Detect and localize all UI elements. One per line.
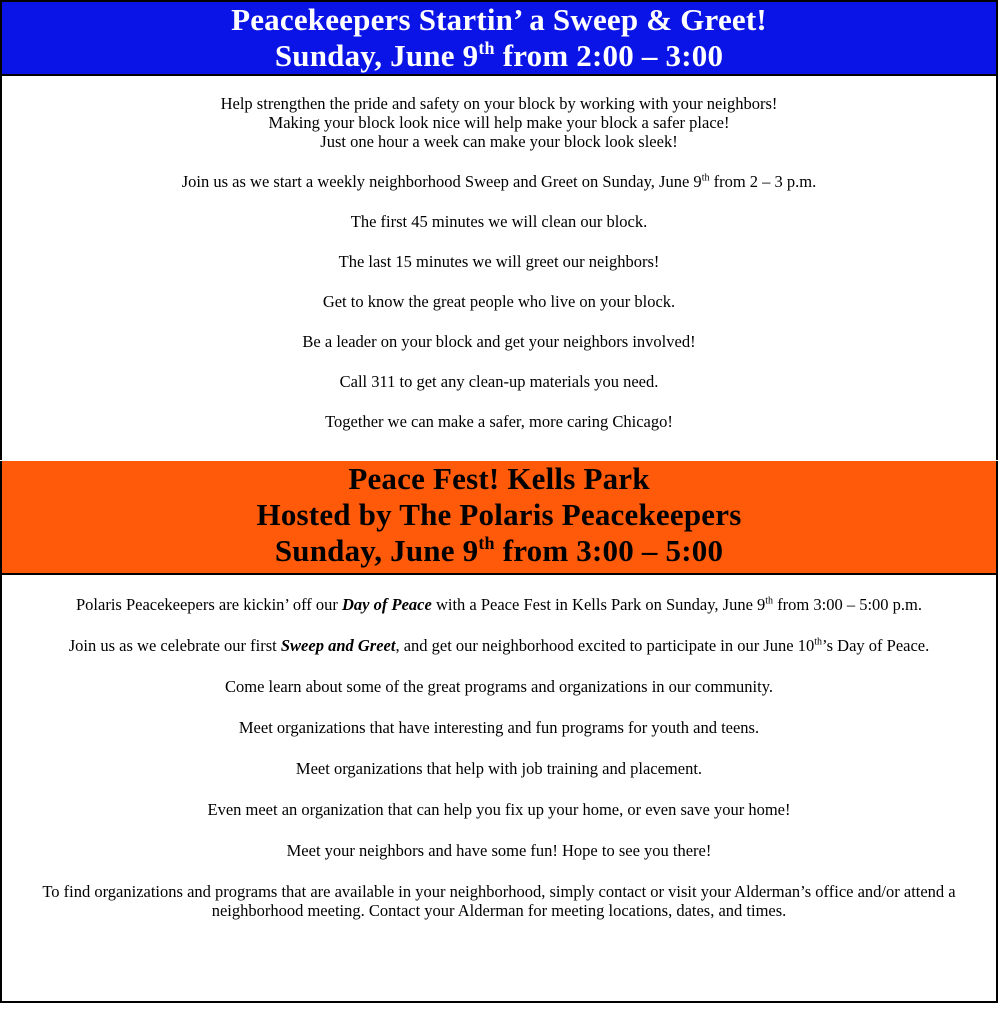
fest-paragraph-2: [10, 636, 988, 655]
sweep-item: Get to know the great people who live on your block.: [322, 292, 676, 311]
fest-text: ’s Day of Peace.: [822, 636, 930, 655]
join-time: from 2 – 3 p.m.: [709, 172, 817, 191]
intro-paragraph: [2, 94, 996, 151]
sweep-greet-time: from 2:00 – 3:00: [494, 38, 724, 73]
peace-fest-date-sup: th: [478, 533, 495, 553]
fest-sup: th: [814, 636, 823, 648]
sweep-greet-date-text: Sunday, June 9: [274, 38, 479, 73]
fest-item: Meet organizations that have interesting and fun programs for youth and teens.: [238, 718, 760, 737]
sweep-greet-emphasis: Sweep and Greet: [280, 636, 396, 655]
fest-item: Come learn about some of the great programs and organizations in our community.: [224, 677, 774, 696]
day-of-peace-emphasis: Day of Peace: [342, 595, 432, 614]
fest-item: Meet your neighbors and have some fun! Hope to see you there!: [286, 841, 712, 860]
sweep-greet-header: [0, 0, 998, 76]
sweep-item: Be a leader on your block and get your neighbors involved!: [302, 332, 696, 351]
fest-text: , and get our neighborhood excited to participate in our June 10: [395, 636, 815, 655]
closing-paragraph: To find organizations and programs that are available in your neighborhood, simply contact or visit your Alderman’s office and/or attend a neighborhood meeting. Contact your Alderman for meeting locations, dates, and times.: [42, 882, 956, 920]
peace-fest-title: Peace Fest! Kells Park: [348, 461, 650, 496]
fest-paragraph-1: [10, 595, 988, 614]
sweep-item: The first 45 minutes we will clean our block.: [350, 212, 648, 231]
sweep-greet-title: Peacekeepers Startin’ a Sweep & Greet!: [231, 2, 767, 37]
sweep-greet-section: [0, 76, 998, 460]
fest-sup: th: [765, 595, 774, 607]
join-sup: th: [701, 172, 710, 184]
sweep-greet-date-sup: th: [478, 38, 495, 58]
fest-item: Meet organizations that help with job training and placement.: [295, 759, 703, 778]
peace-fest-header: [0, 461, 998, 575]
sweep-item: Call 311 to get any clean-up materials you need.: [339, 372, 659, 391]
fest-text: Join us as we celebrate our first: [68, 636, 281, 655]
peace-fest-host: Hosted by The Polaris Peacekeepers: [256, 497, 742, 532]
peace-fest-date-text: Sunday, June 9: [274, 533, 479, 568]
intro-line: Just one hour a week can make your block look sleek!: [320, 132, 678, 151]
intro-line: Making your block look nice will help make your block a safer place!: [268, 113, 730, 132]
sweep-item: The last 15 minutes we will greet our neighbors!: [338, 252, 660, 271]
peace-fest-date: [2, 533, 996, 569]
fest-item: Even meet an organization that can help you fix up your home, or even save your home!: [207, 800, 791, 819]
sweep-greet-date: [2, 38, 996, 74]
peace-fest-time: from 3:00 – 5:00: [494, 533, 724, 568]
peace-fest-section: [0, 575, 998, 1003]
fest-text: from 3:00 – 5:00 p.m.: [773, 595, 923, 614]
fest-text: Polaris Peacekeepers are kickin’ off our: [75, 595, 343, 614]
sweep-item: Together we can make a safer, more caring Chicago!: [325, 412, 673, 431]
join-text: Join us as we start a weekly neighborhood Sweep and Greet on Sunday, June 9: [181, 172, 702, 191]
join-paragraph: [2, 172, 996, 191]
fest-text: with a Peace Fest in Kells Park on Sunday, June 9: [431, 595, 766, 614]
intro-line: Help strengthen the pride and safety on your block by working with your neighbors!: [220, 94, 778, 113]
